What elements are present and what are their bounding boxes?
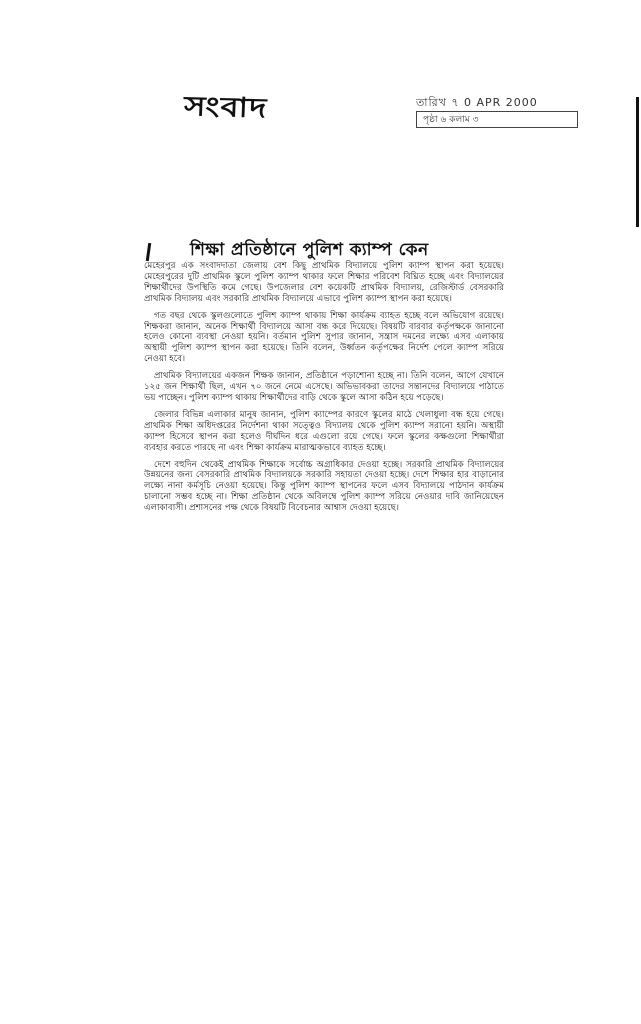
newspaper-masthead: সংবাদ bbox=[183, 91, 269, 125]
date-stamp-date: তারিখ ৭ 0 APR 2000 bbox=[416, 96, 538, 109]
article-headline: শিক্ষা প্রতিষ্ঠানে পুলিশ ক্যাম্প কেন bbox=[190, 240, 429, 260]
article-paragraph: গত বছর থেকে স্কুলগুলোতে পুলিশ ক্যাম্প থাকায় শিক্ষা কার্যক্রম ব্যাহত হচ্ছে বলে অভিযোগ রয়েছে। শিক্ষকরা জানান, অনেক শিক্ষার্থী বিদ্যালয়ে আসা বন্ধ করে দিয়েছে। বিষয়টি বারবার কর্তৃপক্ষকে জানানো হলেও কোনো ব্যবস্থা নেওয়া হয়নি। বর্তমান পুলিশ সুপার জানান, সন্ত্রাস দমনের লক্ষ্যে এসব এলাকায় অস্থায়ী পুলিশ ক্যাম্প স্থাপন করা হয়েছে। তিনি বলেন, উর্ধ্বতন কর্তৃপক্ষের নির্দেশ পেলে ক্যাম্প সরিয়ে নেওয়া হবে। bbox=[144, 310, 504, 365]
date-stamp-page-column: পৃষ্ঠা ৬ কলাম ৩ bbox=[416, 111, 578, 128]
article-body bbox=[144, 261, 504, 520]
article-paragraph: জেলার বিভিন্ন এলাকার মানুষ জানান, পুলিশ ক্যাম্পের কারণে স্কুলের মাঠে খেলাধুলা বন্ধ হয়ে গেছে। প্রাথমিক শিক্ষা অধিদপ্তরের নির্দেশনা থাকা সত্ত্বেও বিদ্যালয় থেকে পুলিশ ক্যাম্প সরানো হয়নি। অস্থায়ী ক্যাম্প হিসেবে স্থাপন করা হলেও দীর্ঘদিন ধরে এগুলো রয়ে গেছে। ফলে স্কুলের কক্ষগুলো শিক্ষার্থীরা ব্যবহার করতে পারছে না এবং শিক্ষা কার্যক্রম মারাত্মকভাবে ব্যাহত হচ্ছে। bbox=[144, 409, 504, 453]
date-stamp bbox=[408, 94, 580, 136]
article-paragraph: মেহেরপুর এক সংবাদদাতা জেলায় বেশ কিছু প্রাথমিক বিদ্যালয়ে পুলিশ ক্যাম্প স্থাপন করা হয়েছে। মেহেরপুরের দুটি প্রাথমিক স্কুলে পুলিশ ক্যাম্প থাকার ফলে শিক্ষার পরিবেশ বিঘ্নিত হচ্ছে এবং বিদ্যালয়ের শিক্ষার্থীদের উপস্থিতি কমে গেছে। উপজেলার বেশ কয়েকটি প্রাথমিক বিদ্যালয়, রেজিস্টার্ড বেসরকারি প্রাথমিক বিদ্যালয় এবং সরকারি প্রাথমিক বিদ্যালয়ে এভাবে পুলিশ ক্যাম্প স্থাপন করা হয়েছে। bbox=[144, 261, 504, 304]
article-paragraph: প্রাথমিক বিদ্যালয়ের একজন শিক্ষক জানান, প্রতিষ্ঠানে পড়াশোনা হচ্ছে না। তিনি বলেন, আগে যেখানে ১২৫ জন শিক্ষার্থী ছিল, এখন ৭০ জনে নেমে এসেছে। অভিভাবকরা তাদের সন্তানদের বিদ্যালয়ে পাঠাতে ভয় পাচ্ছেন। পুলিশ ক্যাম্প থাকায় শিক্ষার্থীদের বাড়ি থেকে স্কুলে আসা কঠিন হয়ে পড়েছে। bbox=[144, 371, 504, 403]
scan-edge-mark bbox=[636, 97, 639, 227]
article-paragraph: দেশে বহুদিন থেকেই প্রাথমিক শিক্ষাকে সর্বোচ্চ অগ্রাধিকার দেওয়া হচ্ছে। সরকারি প্রাথমিক বিদ্যালয়ের উন্নয়নের জন্য বেসরকারি প্রাথমিক বিদ্যালয়কে সরকারি সহায়তা দেওয়া হচ্ছে। দেশে শিক্ষার হার বাড়ানোর লক্ষ্যে নানা কর্মসূচি নেওয়া হয়েছে। কিন্তু পুলিশ ক্যাম্প স্থাপনের ফলে এসব বিদ্যালয়ে পাঠদান কার্যক্রম চালানো সম্ভব হচ্ছে না। শিক্ষা প্রতিষ্ঠান থেকে অবিলম্বে পুলিশ ক্যাম্প সরিয়ে নেওয়ার দাবি জানিয়েছেন এলাকাবাসী। প্রশাসনের পক্ষ থেকে বিষয়টি বিবেচনার আশ্বাস দেওয়া হয়েছে। bbox=[144, 459, 504, 514]
pen-mark-icon bbox=[146, 243, 151, 261]
